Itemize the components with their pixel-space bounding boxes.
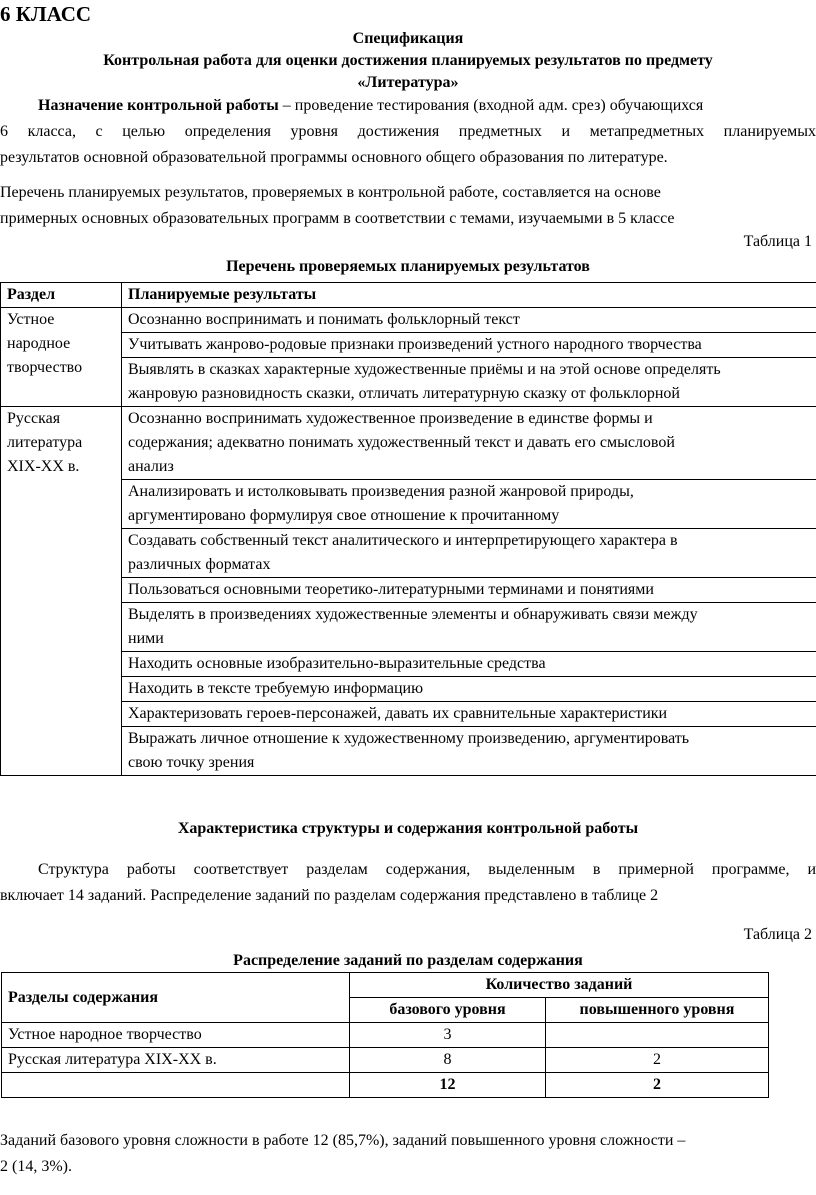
result-line: Характеризовать героев-персонажей, давать их сравнительные характеристики (128, 705, 668, 722)
table1-section-cell (1, 407, 122, 776)
result-line: Выделять в произведениях художественные элементы и обнаруживать связи между (128, 606, 698, 623)
section-name-line: Устное (7, 311, 55, 328)
structure-paragraph (0, 857, 816, 909)
section-name-line: народное (7, 335, 71, 352)
table2-header-basic: базового уровня (350, 998, 546, 1023)
section-name-line: творчество (7, 359, 83, 376)
results-table (0, 282, 816, 776)
result-line: содержания; адекватно понимать художественный текст и давать его смысловой (128, 434, 675, 451)
result-line: ними (128, 630, 164, 647)
table2-cell-section (2, 1073, 350, 1098)
table1-result-cell (122, 578, 816, 603)
table-row (1, 677, 816, 702)
table-row (1, 727, 816, 776)
table-row (1, 407, 816, 480)
table-row (1, 578, 816, 603)
table1-result-cell (122, 603, 816, 652)
table-row (1, 652, 816, 677)
table1-result-cell (122, 652, 816, 677)
result-line: Находить основные изобразительно-выразительные средства (128, 655, 546, 672)
table2-header-count: Количество заданий (350, 973, 769, 998)
table2-cell-section: Русская литература XIX-XX в. (2, 1048, 350, 1073)
table-row (1, 333, 816, 358)
table-row (1, 480, 816, 529)
grade-heading: 6 КЛАСС (0, 2, 92, 26)
table1-result-cell (122, 480, 816, 529)
intro-line-2: примерных основных образовательных программ в соответствии с темами, изучаемыми в 5 классе (0, 210, 675, 227)
summary-paragraph (0, 1128, 816, 1180)
table2-total-basic: 12 (350, 1073, 546, 1098)
table1-result-cell (122, 358, 816, 407)
table1-result-cell (122, 677, 816, 702)
result-line: свою точку зрения (128, 754, 255, 771)
result-line: Осознанно воспринимать художественное произведение в единстве формы и (128, 410, 653, 427)
table-row (1, 529, 816, 578)
result-line: Находить в тексте требуемую информацию (128, 680, 424, 697)
result-line: различных форматах (128, 556, 271, 573)
table2-header-sections: Разделы содержания (2, 973, 350, 1023)
table1-title: Перечень проверяемых планируемых результатов (226, 258, 590, 275)
intro-line-1: Перечень планируемых результатов, проверяемых в контрольной работе, составляется на основе (0, 184, 661, 201)
table2-total-advanced: 2 (546, 1073, 769, 1098)
table-row (1, 308, 816, 333)
section-name-line: XIX-XX в. (7, 458, 80, 475)
table-row (1, 358, 816, 407)
purpose-line-1-text: – проведение тестирования (входной адм. срез) обучающихся (278, 97, 704, 114)
purpose-line-1 (0, 93, 816, 119)
purpose-paragraph (0, 93, 816, 171)
subtitle-line-2: «Литература» (357, 74, 459, 91)
table1-section-cell (1, 308, 122, 407)
result-line: аргументировано формулируя свое отношение к прочитанному (128, 507, 560, 524)
table1-result-cell (122, 308, 816, 333)
result-line: Осознанно воспринимать и понимать фольклорный текст (128, 311, 520, 328)
table-row (1, 603, 816, 652)
table2-title: Распределение заданий по разделам содержания (233, 952, 583, 969)
result-line: Выражать личное отношение к художественному произведению, аргументировать (128, 730, 690, 747)
table2-cell-basic: 3 (350, 1023, 546, 1048)
section-name-line: Русская (7, 410, 61, 427)
result-line: жанровую разновидность сказки, отличать литературную сказку от фольклорной (128, 385, 680, 402)
result-line: Пользоваться основными теоретико-литературными терминами и понятиями (128, 581, 654, 598)
summary-line-2: 2 (14, 3%). (0, 1158, 72, 1175)
table1-result-cell (122, 702, 816, 727)
table2-header-row-1 (2, 973, 769, 998)
table2-cell-section: Устное народное творчество (2, 1023, 350, 1048)
result-line: Выявлять в сказках характерные художественные приёмы и на этой основе определять (128, 361, 721, 378)
structure-line-2: включает 14 заданий. Распределение заданий по разделам содержания представлено в таблице 2 (0, 887, 659, 904)
result-line: Анализировать и истолковывать произведения разной жанровой природы, (128, 483, 634, 500)
table2-cell-advanced: 2 (546, 1048, 769, 1073)
table1-container (0, 282, 816, 802)
subtitle-line-1: Контрольная работа для оценки достижения планируемых результатов по предмету (103, 52, 713, 69)
table-row (1, 702, 816, 727)
table1-result-cell (122, 333, 816, 358)
structure-title: Характеристика структуры и содержания контрольной работы (177, 820, 639, 837)
table-row (2, 1048, 769, 1073)
summary-line-1: Заданий базового уровня сложности в работе 12 (85,7%), заданий повышенного уровня сложности – (0, 1132, 686, 1149)
table2-header-advanced: повышенного уровня (546, 998, 769, 1023)
result-line: Учитывать жанрово-родовые признаки произведений устного народного творчества (128, 336, 702, 353)
table1-result-cell (122, 529, 816, 578)
table1-result-cell (122, 727, 816, 776)
result-line: Создавать собственный текст аналитического и интерпретирующего характера в (128, 532, 678, 549)
intro-paragraph (0, 180, 816, 232)
table1-header-results: Планируемые результаты (122, 283, 816, 308)
result-line: анализ (128, 458, 174, 475)
purpose-line-3: результатов основной образовательной программы основного общего образования по литературе. (0, 149, 668, 166)
tasks-distribution-table (1, 972, 769, 1098)
table1-result-cell (122, 407, 816, 480)
section-name-line: литература (7, 434, 83, 451)
spec-title: Спецификация (352, 30, 464, 47)
table1-header-section: Раздел (1, 283, 122, 308)
purpose-line-2: 6 класса, с целью определения уровня достижения предметных и метапредметных планируемых (0, 123, 816, 140)
table2-number: Таблица 2 (743, 926, 812, 943)
table1-number: Таблица 1 (743, 233, 812, 250)
table-row-total (2, 1073, 769, 1098)
table2-cell-basic: 8 (350, 1048, 546, 1073)
table2-cell-advanced (546, 1023, 769, 1048)
structure-line-1: Структура работы соответствует разделам содержания, выделенным в примерной программе, и (38, 861, 816, 878)
purpose-label: Назначение контрольной работы (38, 97, 279, 114)
table-row (2, 1023, 769, 1048)
table1-header-row (1, 283, 816, 308)
